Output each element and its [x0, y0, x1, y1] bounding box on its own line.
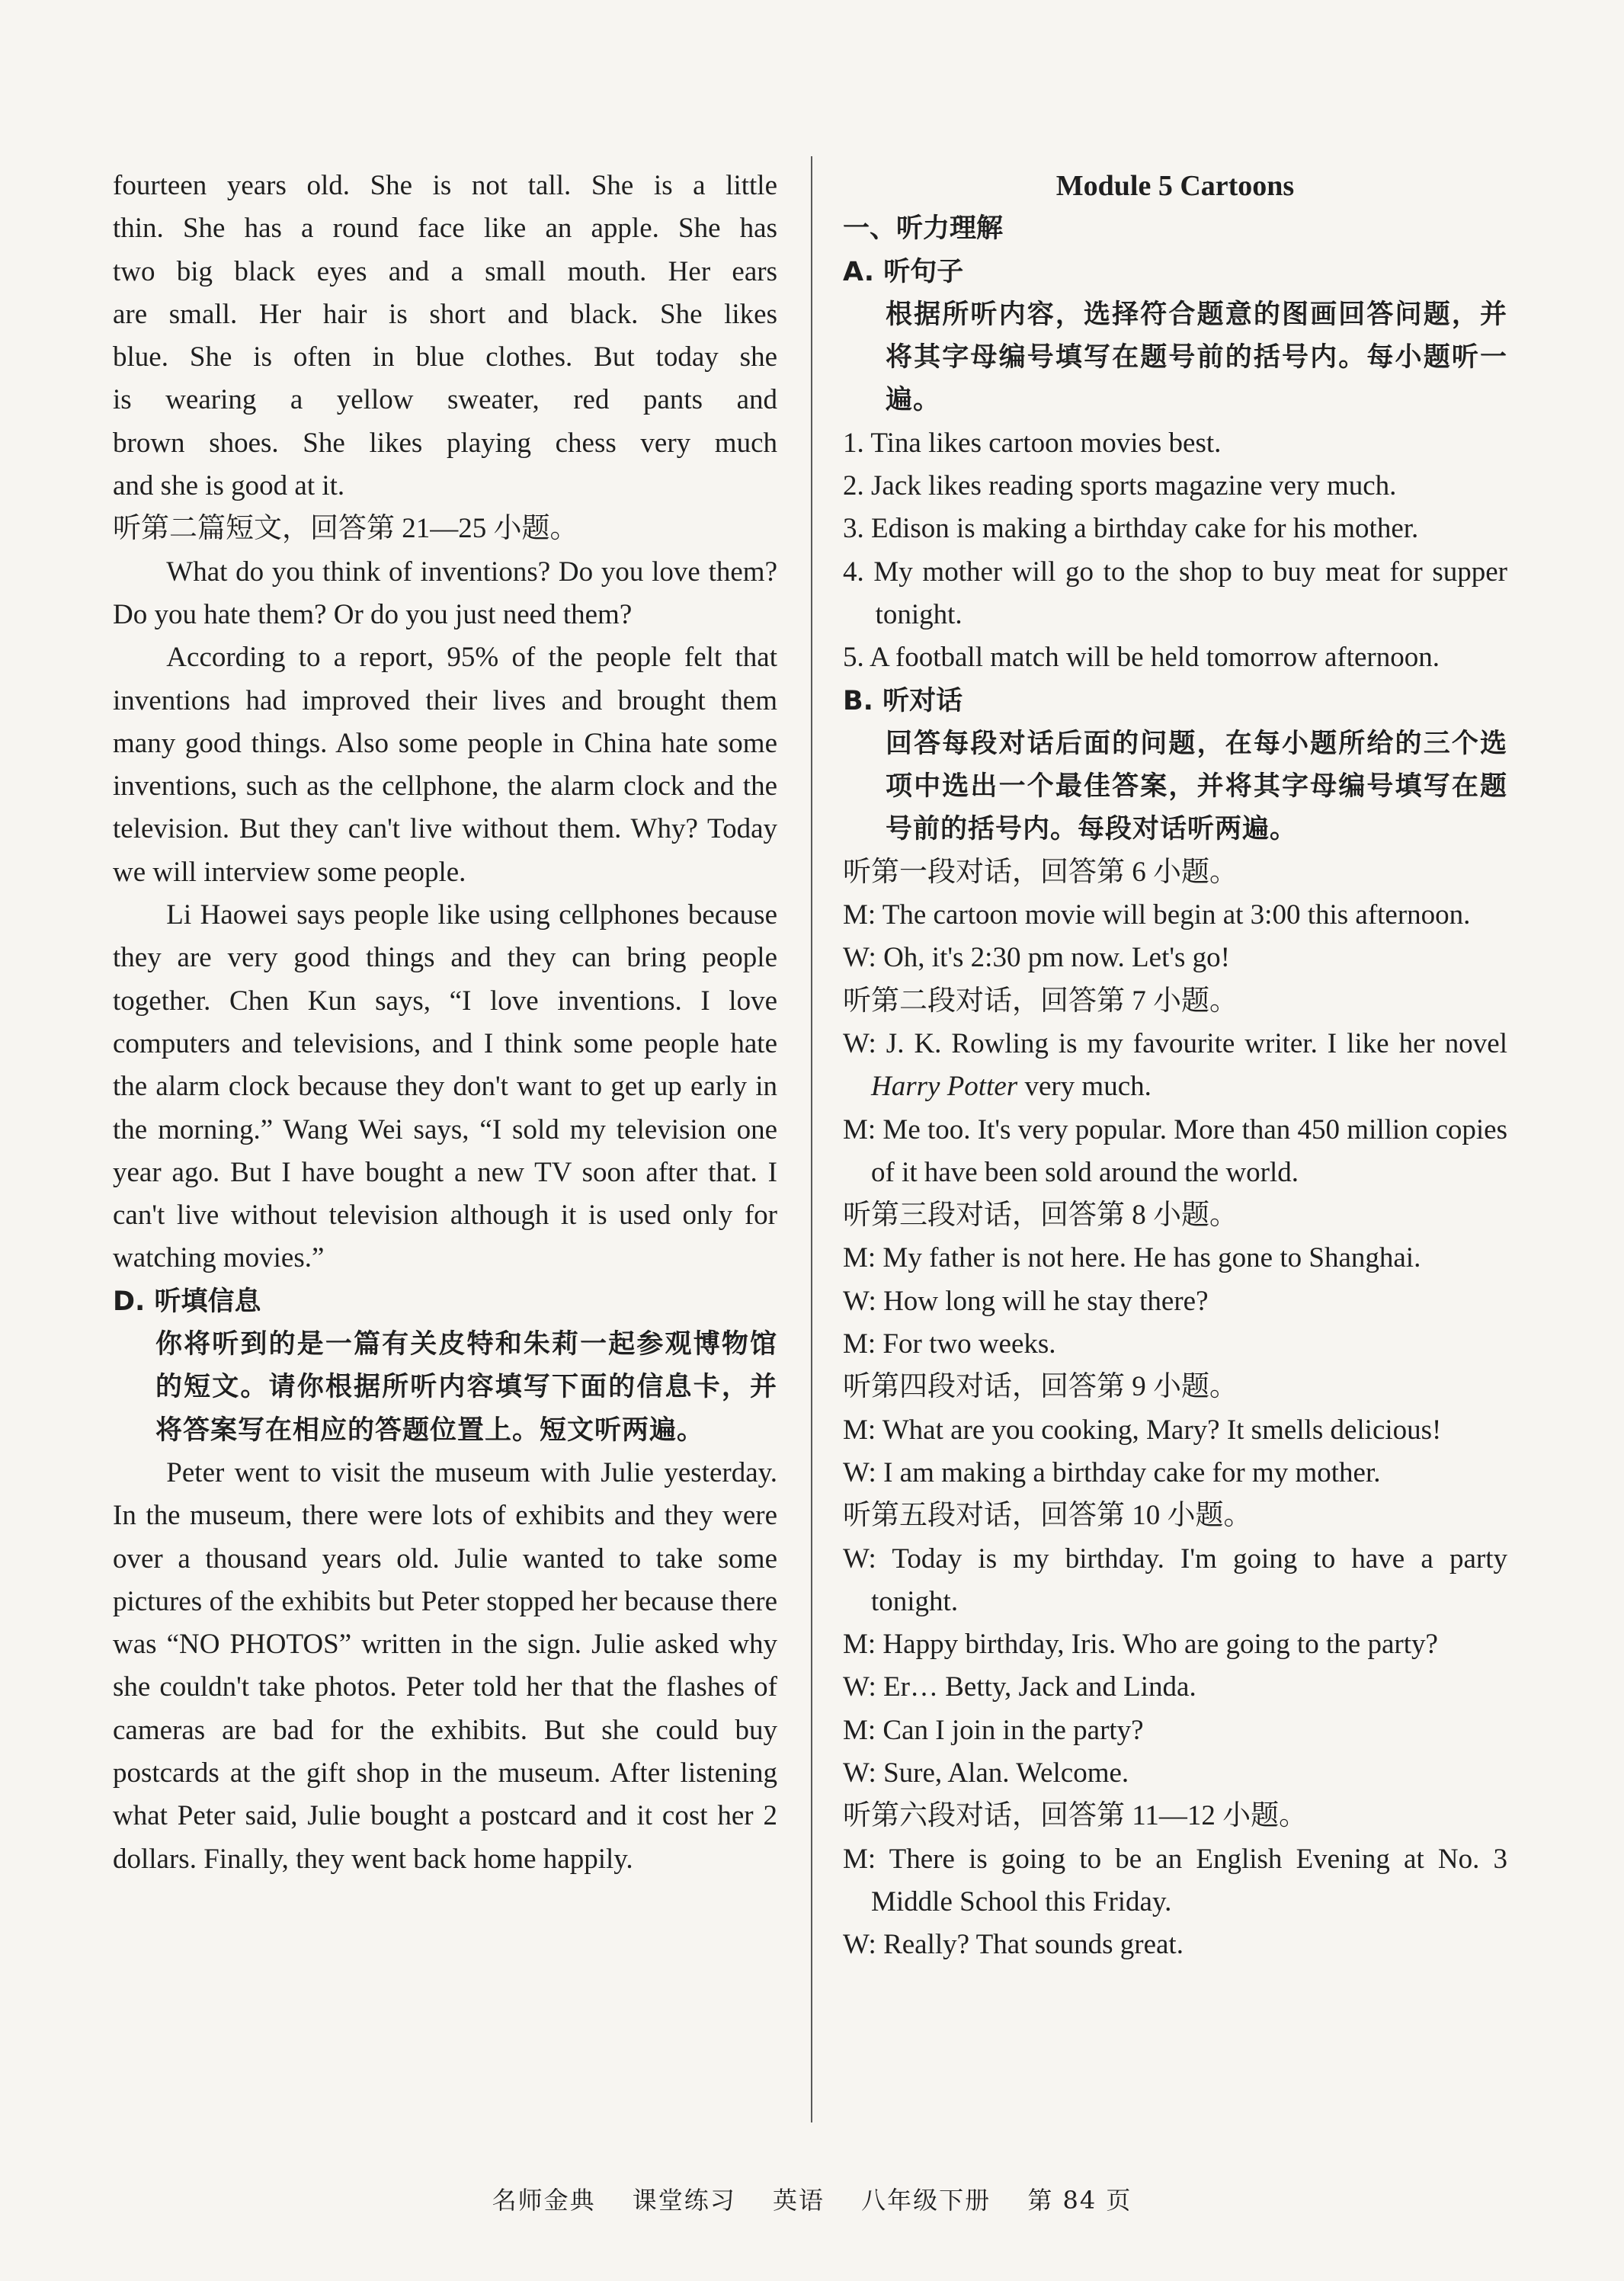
footer-brand: 名师金典 [492, 2186, 596, 2215]
dialogue-heading: 听第六段对话，回答第 11—12 小题。 [843, 1800, 1308, 1832]
dialogue-line: M: Can I join in the party? [843, 1714, 1144, 1746]
dialogue-line: W: Really? That sounds great. [843, 1929, 1184, 1961]
dialogue-line: W: How long will he stay there? [843, 1285, 1209, 1317]
text-line: are small. Her hair is short and black. She likes [113, 298, 777, 330]
column-divider [811, 156, 812, 2122]
dialogue-heading: 听第五段对话，回答第 10 小题。 [843, 1500, 1252, 1532]
text-line: fourteen years old. She is not tall. She is a little [113, 170, 777, 201]
right-column [843, 165, 1507, 1966]
part-b-heading: B. 听对话 [843, 685, 963, 716]
dialogue-line: M: For two weeks. [843, 1328, 1056, 1360]
page-footer [0, 2181, 1624, 2216]
dialogue-heading: 听第四段对话，回答第 9 小题。 [843, 1371, 1238, 1403]
section-heading: 听第二篇短文，回答第 21—25 小题。 [113, 513, 578, 545]
section-title: 一、听力理解 [843, 213, 1004, 245]
dialogue-line: W: I am making a birthday cake for my mother. [843, 1456, 1381, 1488]
dialogue-line: W: Today is my birthday. I'm going to have a party tonight. [843, 1543, 1507, 1617]
page-number: 第 84 页 [1027, 2186, 1132, 2215]
part-d-instructions: 你将听到的是一篇有关皮特和朱莉一起参观博物馆的短文。请你根据所听内容填写下面的信息卡，并将答案写在相应的答题位置上。短文听两遍。 [155, 1329, 777, 1446]
text-line: brown shoes. She likes playing chess very much [113, 427, 777, 459]
left-column [113, 165, 777, 1881]
dialogue-text: very much. [1017, 1071, 1152, 1103]
part-d-heading: D. 听填信息 [113, 1286, 261, 1317]
dialogue-line: M: My father is not here. He has gone to Shanghai. [843, 1242, 1421, 1274]
dialogue-heading: 听第一段对话，回答第 6 小题。 [843, 856, 1238, 888]
text-line: blue. She is often in blue clothes. But today she [113, 341, 777, 373]
text-line: is wearing a yellow sweater, red pants and [113, 384, 777, 416]
dialogue-line: M: The cartoon movie will begin at 3:00 this afternoon. [843, 899, 1471, 931]
list-item: 3. Edison is making a birthday cake for his mother. [843, 513, 1419, 545]
paragraph: Li Haowei says people like using cellphones because they are very good things and they can bring people together. Chen Kun says, “I love inventions. I love computers and televisions, and I think some people hate the alarm clock because they don't want to get up early in the morning.” Wang Wei says, “I sold my television one year ago. But I have bought a new TV soon after that. I can't live without television although it is used only for watching movies.” [113, 899, 777, 1274]
text-line: thin. She has a round face like an apple. She has [113, 213, 777, 245]
dialogue-line: M: There is going to be an English Evening at No. 3 Middle School this Friday. [843, 1843, 1507, 1917]
paragraph: According to a report, 95% of the people felt that inventions had improved their lives and brought them many good things. Also some people in China hate some inventions, such as the cellphone, the alarm clock and the television. But they can't live without them. Why? Today we will interview some people. [113, 642, 777, 888]
footer-series: 课堂练习 [632, 2186, 736, 2215]
dialogue-line [843, 1023, 1507, 1109]
dialogue-line: W: Sure, Alan. Welcome. [843, 1757, 1129, 1789]
part-a-heading: A. 听句子 [843, 256, 964, 287]
paragraph: Peter went to visit the museum with Julie yesterday. In the museum, there were lots of exhibits and they were over a thousand years old. Julie wanted to take some pictures of the exhibits but Peter stopped her because there was “NO PHOTOS” written in the sign. Julie asked why she couldn't take photos. Peter told her that the flashes of cameras are bad for the exhibits. But she could buy postcards at the gift shop in the museum. After listening what Peter said, Julie bought a postcard and it cost her 2 dollars. Finally, they went back home happily. [113, 1456, 777, 1875]
dialogue-line: M: Me too. It's very popular. More than 450 million copies of it have been sold around the world. [843, 1113, 1507, 1188]
part-b-instructions: 回答每段对话后面的问题，在每小题所给的三个选项中选出一个最佳答案，并将其字母编号填写在题号前的括号内。每段对话听两遍。 [886, 728, 1507, 845]
dialogue-text: W: J. K. Rowling is my favourite writer. I like her novel [843, 1027, 1507, 1059]
dialogue-line: M: What are you cooking, Mary? It smells delicious! [843, 1414, 1442, 1446]
dialogue-line: W: Oh, it's 2:30 pm now. Let's go! [843, 942, 1230, 974]
dialogue-heading: 听第三段对话，回答第 8 小题。 [843, 1200, 1238, 1232]
dialogue-line: M: Happy birthday, Iris. Who are going to the party? [843, 1629, 1438, 1661]
dialogue-line: W: Er… Betty, Jack and Linda. [843, 1671, 1196, 1703]
list-item: 4. My mother will go to the shop to buy meat for supper tonight. [843, 556, 1507, 630]
module-title: Module 5 Cartoons [1055, 170, 1295, 202]
list-item: 1. Tina likes cartoon movies best. [843, 427, 1222, 459]
text-line: two big black eyes and a small mouth. Her ears [113, 255, 777, 287]
book-title: Harry Potter [871, 1071, 1018, 1103]
dialogue-heading: 听第二段对话，回答第 7 小题。 [843, 985, 1238, 1017]
footer-grade: 八年级下册 [861, 2186, 991, 2215]
text-line: and she is good at it. [113, 470, 345, 502]
list-item: 2. Jack likes reading sports magazine very much. [843, 470, 1397, 502]
footer-subject: 英语 [772, 2186, 825, 2215]
paragraph: What do you think of inventions? Do you love them? Do you hate them? Or do you just need them? [113, 556, 777, 630]
part-a-instructions: 根据所听内容，选择符合题意的图画回答问题，并将其字母编号填写在题号前的括号内。每小题听一遍。 [886, 299, 1507, 416]
list-item: 5. A football match will be held tomorrow afternoon. [843, 642, 1440, 674]
